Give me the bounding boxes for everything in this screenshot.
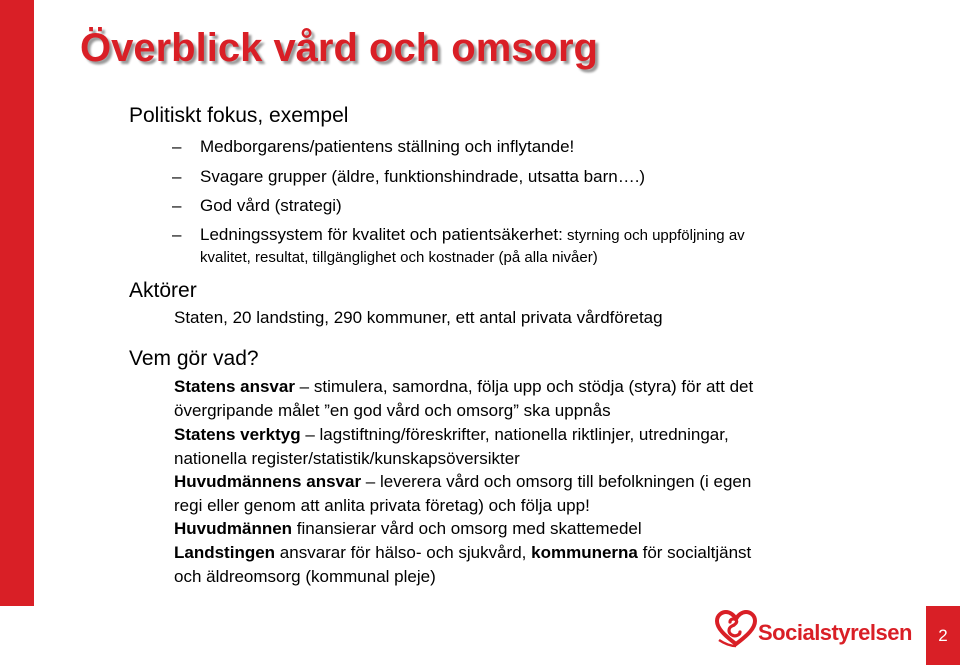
logo-text: Socialstyrelsen xyxy=(758,620,912,645)
dash-icon: – xyxy=(172,137,182,156)
bullet-text: Medborgarens/patientens ställning och inflytande! xyxy=(200,137,575,156)
aktorer-heading: Aktörer xyxy=(129,279,197,302)
aldreomsorg-line: och äldreomsorg (kommunal pleje) xyxy=(174,567,436,586)
politiskt-heading: Politiskt fokus, exempel xyxy=(129,104,349,127)
left-accent-bar xyxy=(0,0,34,606)
huvudmannens-ansvar-label: Huvudmännens ansvar xyxy=(174,472,362,491)
statens-ansvar-line2: övergripande målet ”en god vård och omsorg” ska uppnås xyxy=(174,401,611,420)
bullet-small-text: styrning och uppföljning av xyxy=(562,227,745,244)
statens-verktyg-line xyxy=(174,425,729,445)
huvudmannen-label: Huvudmännen xyxy=(174,519,293,538)
slide-title: Överblick vård och omsorg xyxy=(80,26,598,70)
statens-ansvar-text: – stimulera, samordna, följa upp och stödja (styra) för att det xyxy=(294,377,754,396)
aktorer-text: Staten, 20 landsting, 290 kommuner, ett antal privata vårdföretag xyxy=(174,308,663,327)
page-number: 2 xyxy=(926,606,960,665)
statens-verktyg-text: – lagstiftning/föreskrifter, nationella riktlinjer, utredningar, xyxy=(300,425,729,444)
statens-verktyg-label: Statens verktyg xyxy=(174,425,301,444)
kommunerna-text: för socialtjänst xyxy=(637,543,752,562)
dash-icon: – xyxy=(172,225,182,244)
landstingen-line xyxy=(174,543,751,563)
socialstyrelsen-logo xyxy=(715,610,912,650)
statens-ansvar-line xyxy=(174,377,753,397)
kommunerna-label: kommunerna xyxy=(531,543,638,562)
bullet-text xyxy=(200,225,745,245)
bullet-text: Svagare grupper (äldre, funktionshindrade, utsatta barn….) xyxy=(200,167,646,186)
dash-icon: – xyxy=(172,196,182,215)
statens-verktyg-line2: nationella register/statistik/kunskapsöversikter xyxy=(174,449,520,468)
dash-icon: – xyxy=(172,167,182,186)
socialstyrelsen-heart-icon xyxy=(715,610,757,648)
vem-heading: Vem gör vad? xyxy=(129,347,259,370)
huvudmannen-text: finansierar vård och omsorg med skattemedel xyxy=(292,519,642,538)
huvudmannens-ansvar-line xyxy=(174,472,751,492)
huvudmannens-ansvar-line2: regi eller genom att anlita privata företag) och följa upp! xyxy=(174,496,590,515)
bullet-text: God vård (strategi) xyxy=(200,196,342,215)
statens-ansvar-label: Statens ansvar xyxy=(174,377,295,396)
bullet-ledningssystem-line2: kvalitet, resultat, tillgänglighet och kostnader (på alla nivåer) xyxy=(200,249,598,266)
bullet-main-text: Ledningssystem för kvalitet och patientsäkerhet: xyxy=(200,225,563,244)
huvudmannens-ansvar-text: – leverera vård och omsorg till befolkningen (i egen xyxy=(361,472,752,491)
landstingen-text: ansvarar för hälso- och sjukvård, xyxy=(275,543,532,562)
landstingen-label: Landstingen xyxy=(174,543,276,562)
huvudmannen-line xyxy=(174,519,642,539)
